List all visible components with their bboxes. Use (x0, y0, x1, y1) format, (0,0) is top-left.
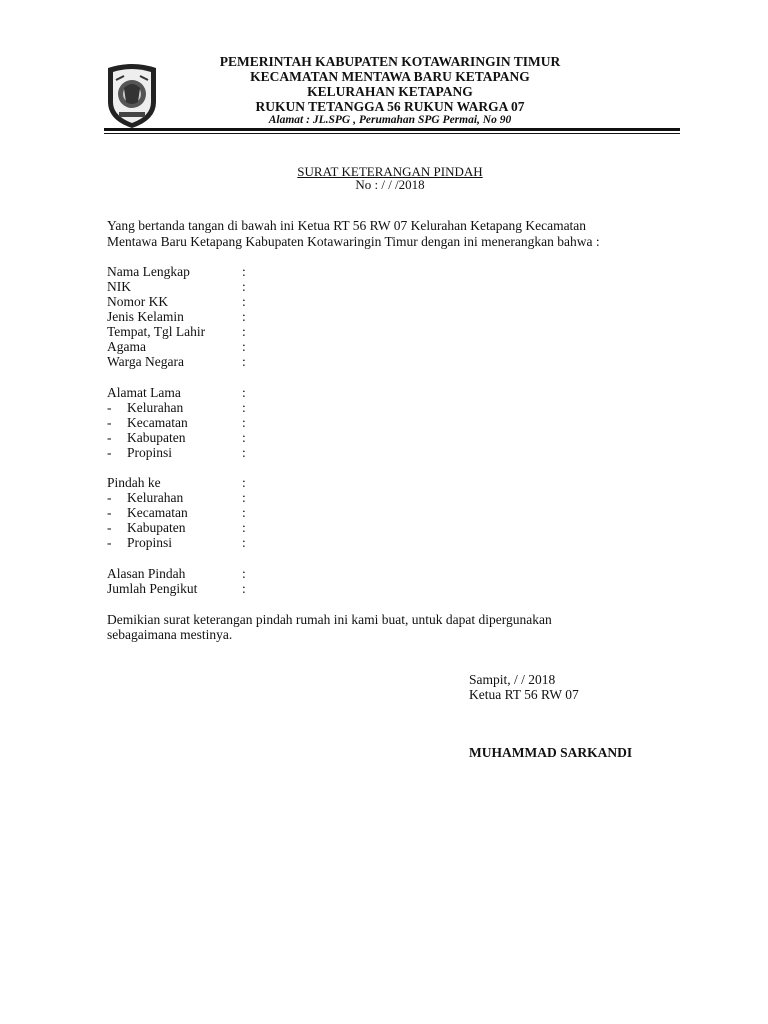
field-label: Propinsi (127, 535, 173, 550)
field-label: Alasan Pindah (107, 566, 186, 581)
letterhead-government: PEMERINTAH KABUPATEN KOTAWARINGIN TIMUR (219, 54, 561, 69)
list-dash: - (107, 400, 112, 415)
field-label: Jenis Kelamin (107, 309, 184, 324)
field-label: Propinsi (127, 445, 173, 460)
signature-place-date: Sampit, / / 2018 (469, 672, 556, 687)
field-label: Pindah ke (107, 475, 161, 490)
list-dash: - (107, 445, 112, 460)
letterhead-village: KELURAHAN KETAPANG (307, 84, 473, 99)
field-colon: : (242, 566, 246, 581)
letterhead-district: KECAMATAN MENTAWA BARU KETAPANG (250, 69, 530, 84)
list-dash: - (107, 490, 112, 505)
field-colon: : (242, 505, 246, 520)
document-title: SURAT KETERANGAN PINDAH (297, 164, 483, 179)
signatory-name: MUHAMMAD SARKANDI (469, 745, 633, 760)
list-dash: - (107, 535, 112, 550)
list-dash: - (107, 430, 112, 445)
signature-position: Ketua RT 56 RW 07 (469, 687, 579, 702)
field-label: NIK (107, 279, 131, 294)
field-colon: : (242, 535, 246, 550)
field-colon: : (242, 415, 246, 430)
field-label: Warga Negara (107, 354, 184, 369)
field-label: Nomor KK (107, 294, 169, 309)
closing-line-2: sebagaimana mestinya. (107, 627, 233, 642)
intro-line-2: Mentawa Baru Ketapang Kabupaten Kotawaringin Timur dengan ini menerangkan bahwa : (107, 234, 600, 249)
field-colon: : (242, 279, 246, 294)
letterhead-rule-thin (104, 133, 680, 134)
letterhead-address: Alamat : JL.SPG , Perumahan SPG Permai, No 90 (268, 114, 512, 126)
field-label: Jumlah Pengikut (107, 581, 198, 596)
field-label: Kelurahan (127, 400, 184, 415)
field-label: Kelurahan (127, 490, 184, 505)
field-label: Kabupaten (127, 430, 186, 445)
field-colon: : (242, 309, 246, 324)
field-label: Nama Lengkap (107, 264, 190, 279)
field-colon: : (242, 354, 246, 369)
field-label: Alamat Lama (107, 385, 181, 400)
field-colon: : (242, 264, 246, 279)
closing-line-1: Demikian surat keterangan pindah rumah ini kami buat, untuk dapat dipergunakan (107, 612, 552, 627)
list-dash: - (107, 505, 112, 520)
field-colon: : (242, 445, 246, 460)
field-colon: : (242, 324, 246, 339)
field-colon: : (242, 339, 246, 354)
list-dash: - (107, 415, 112, 430)
letterhead-rt-rw: RUKUN TETANGGA 56 RUKUN WARGA 07 (255, 99, 525, 114)
field-colon: : (242, 430, 246, 445)
field-label: Kecamatan (127, 505, 188, 520)
field-colon: : (242, 490, 246, 505)
field-colon: : (242, 520, 246, 535)
document-number: No : / / /2018 (355, 177, 425, 192)
field-colon: : (242, 400, 246, 415)
field-label: Kabupaten (127, 520, 186, 535)
field-label: Tempat, Tgl Lahir (107, 324, 206, 339)
field-colon: : (242, 294, 246, 309)
list-dash: - (107, 520, 112, 535)
regency-emblem-icon (104, 62, 160, 130)
field-label: Agama (107, 339, 146, 354)
field-colon: : (242, 385, 246, 400)
intro-line-1: Yang bertanda tangan di bawah ini Ketua RT 56 RW 07 Kelurahan Ketapang Kecamatan (107, 218, 587, 233)
field-label: Kecamatan (127, 415, 188, 430)
field-colon: : (242, 581, 246, 596)
letterhead-rule-thick (104, 128, 680, 131)
field-colon: : (242, 475, 246, 490)
